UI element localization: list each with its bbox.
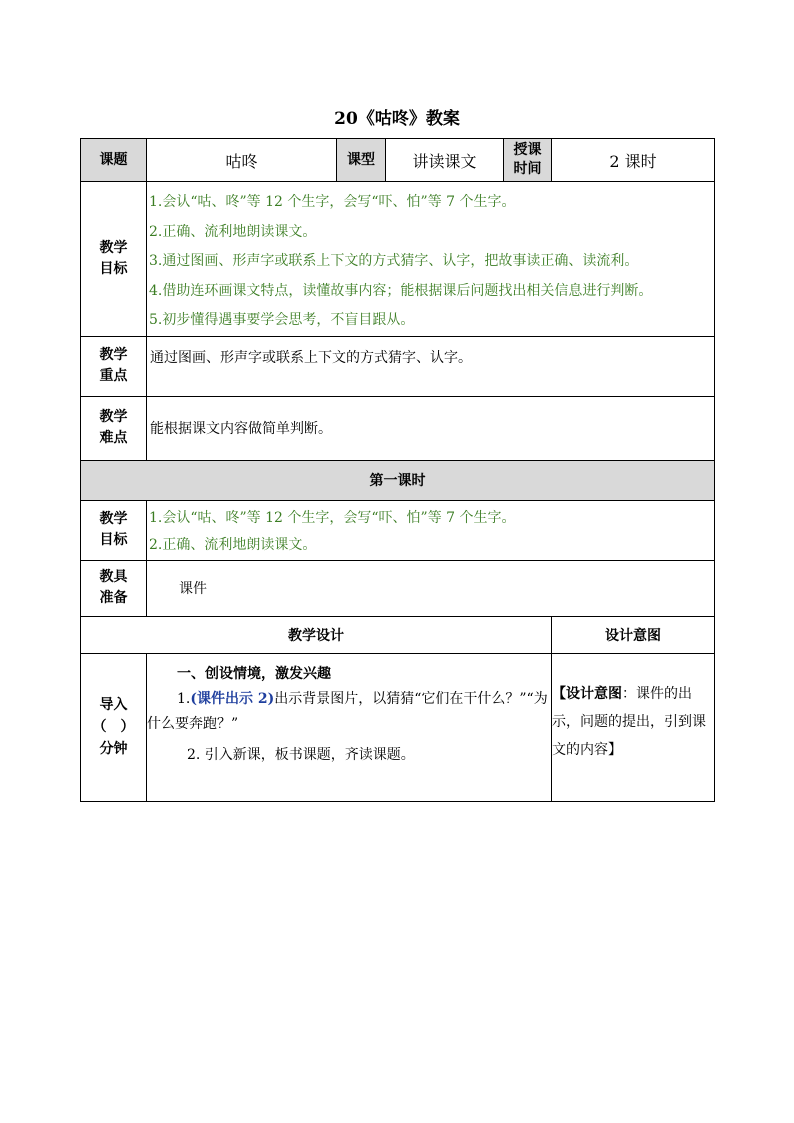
goals-row (81, 182, 715, 337)
lesson1-goals-list (147, 500, 715, 560)
intro-row (81, 653, 715, 801)
intro-label: 导入（ ）分钟 (81, 653, 147, 801)
key-points-row (81, 336, 715, 396)
intent-heading: 设计意图 (552, 616, 715, 653)
key-points-text: 通过图画、形声字或联系上下文的方式猜字、认字。 (147, 336, 715, 396)
goal-item: 1.会认“咕、咚”等 12 个生字，会写“吓、怕”等 7 个生字。 (149, 194, 516, 210)
intro-step-1 (147, 687, 551, 737)
intro-step-2: 2. 引入新课，板书课题，齐读课题。 (187, 746, 415, 763)
difficulties-row (81, 396, 715, 460)
goals-label: 教学目标 (81, 182, 147, 337)
intent-text: ：课件的出示，问题的提出，引到课文的内容】 (552, 685, 706, 758)
design-heading-row (81, 616, 715, 653)
courseware-highlight: (课件出示 2) (190, 690, 275, 707)
difficulties-text: 能根据课文内容做简单判断。 (147, 396, 715, 460)
intro-heading: 一、创设情境，激发兴趣 (177, 665, 331, 682)
type-value: 讲读课文 (386, 139, 504, 182)
step-text: 出示背景图片，以猜猜“它们在干什么？”“为什么要奔跑？” (147, 690, 548, 732)
design-heading: 教学设计 (81, 616, 552, 653)
header-row (81, 139, 715, 182)
goal-item: 2.正确、流利地朗读课文。 (149, 223, 317, 240)
tools-row (81, 560, 715, 616)
lesson1-heading-row (81, 460, 715, 500)
intent-label: 【设计意图 (552, 685, 622, 702)
topic-value: 咕咚 (147, 139, 337, 182)
tools-value: 课件 (147, 560, 715, 616)
type-label: 课型 (337, 139, 386, 182)
key-points-label: 教学重点 (81, 336, 147, 396)
lesson1-heading: 第一课时 (81, 460, 715, 500)
difficulties-label: 教学难点 (81, 396, 147, 460)
lesson1-goals-label: 教学目标 (81, 500, 147, 560)
lesson-plan-table (80, 138, 715, 802)
topic-label: 课题 (81, 139, 147, 182)
intro-design (147, 653, 552, 801)
document-title: 20《咕咚》教案 (334, 109, 460, 129)
goal-item: 4.借助连环画课文特点，读懂故事内容；能根据课后问题找出相关信息进行判断。 (149, 282, 653, 299)
goal-item: 1.会认“咕、咚”等 12 个生字，会写“吓、怕”等 7 个生字。 (149, 509, 516, 526)
goal-item: 3.通过图画、形声字或联系上下文的方式猜字、认字，把故事读正确、读流利。 (149, 253, 639, 269)
tools-label: 教具准备 (81, 560, 147, 616)
goal-item: 2.正确、流利地朗读课文。 (149, 536, 317, 553)
goals-list (147, 182, 715, 337)
lesson1-goals-row (81, 500, 715, 560)
time-value: 2 课时 (552, 139, 715, 182)
goal-item: 5.初步懂得遇事要学会思考，不盲目跟从。 (149, 312, 415, 328)
intro-intent (552, 653, 715, 801)
time-label: 授课时间 (504, 139, 552, 182)
step-number: 1. (177, 690, 191, 707)
